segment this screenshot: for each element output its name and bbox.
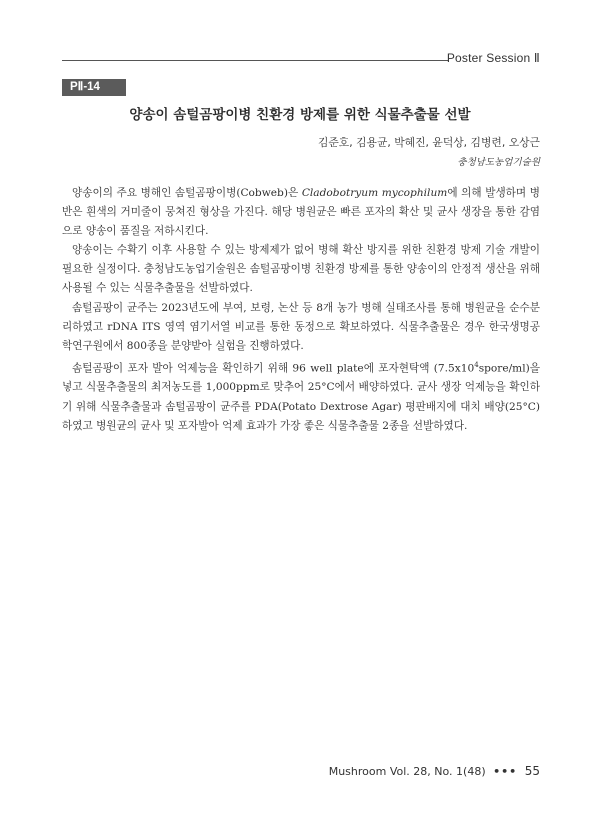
exponent: 4 <box>474 360 479 369</box>
poster-id-badge: PⅡ-14 <box>62 79 126 96</box>
session-label: Poster Session Ⅱ <box>446 51 540 65</box>
page-footer <box>329 764 540 778</box>
paragraph-2: 양송이는 수확기 이후 사용할 수 있는 방제제가 없어 병해 확산 방지를 위한 친환경 방제 기술 개발이 필요한 실정이다. 충청남도농업기술원은 솜털곰팡이병 친환경 방제를 통한 양송이의 안정적 생산을 위해 사용될 수 있는 식물추출물을 선발하였다. <box>62 244 540 295</box>
paragraph-4-text-b: spore/ml)을 넣고 식물추출물의 최저농도를 1,000ppm로 맞추어 25°C에서 배양하였다. 균사 생장 억제능을 확인하기 위해 식물추출물과 솜털곰팡이 균주를 PDA(Potato Dextrose Agar) 평판배지에 대치 배양(25°C)하였고 병원균의 균사 및 포자발아 억제 효과가 가장 좋은 식물추출물 2종을 선발하였다. <box>62 362 540 432</box>
footer-dots: ••• <box>493 765 518 778</box>
paper-title: 양송이 솜털곰팡이병 친환경 방제를 위한 식물추출물 선발 <box>129 107 471 123</box>
journal-citation: Mushroom Vol. 28, No. 1(48) <box>328 765 486 778</box>
header-rule <box>62 60 448 61</box>
abstract-body <box>62 184 540 436</box>
paragraph-1 <box>62 184 540 241</box>
paragraph-4-text-a: 솜털곰팡이 포자 발아 억제능을 확인하기 위해 96 well plate에 포자현탁액 (7.5x10 <box>72 362 475 375</box>
paragraph-4 <box>62 356 540 436</box>
paragraph-1-text-a: 양송이의 주요 병해인 솜털곰팡이병(Cobweb)은 <box>72 187 302 199</box>
affiliation: 충청남도농업기술원 <box>457 157 540 168</box>
page-number: 55 <box>524 764 540 778</box>
paragraph-1-text-b: 에 의해 발생하며 병반은 흰색의 거미줄이 뭉쳐진 형상을 가진다. 해당 병원균은 빠른 포자의 확산 및 균사 생장을 통한 감염으로 양송이 품질을 저하시킨다. <box>62 187 540 238</box>
author-list: 김준호, 김용균, 박혜진, 윤덕상, 김병련, 오상근 <box>317 136 540 149</box>
badge-tail <box>117 79 125 96</box>
species-name: Cladobotryum mycophilum <box>301 187 448 199</box>
paragraph-3: 솜털곰팡이 균주는 2023년도에 부여, 보령, 논산 등 8개 농가 병해 실태조사를 통해 병원균을 순수분리하였고 rDNA ITS 영역 염기서열 비교를 통한 동정으로 확보하였다. 식물추출물은 경우 한국생명공학연구원에서 800종을 분양받아 실험을 진행하였다. <box>62 301 540 352</box>
